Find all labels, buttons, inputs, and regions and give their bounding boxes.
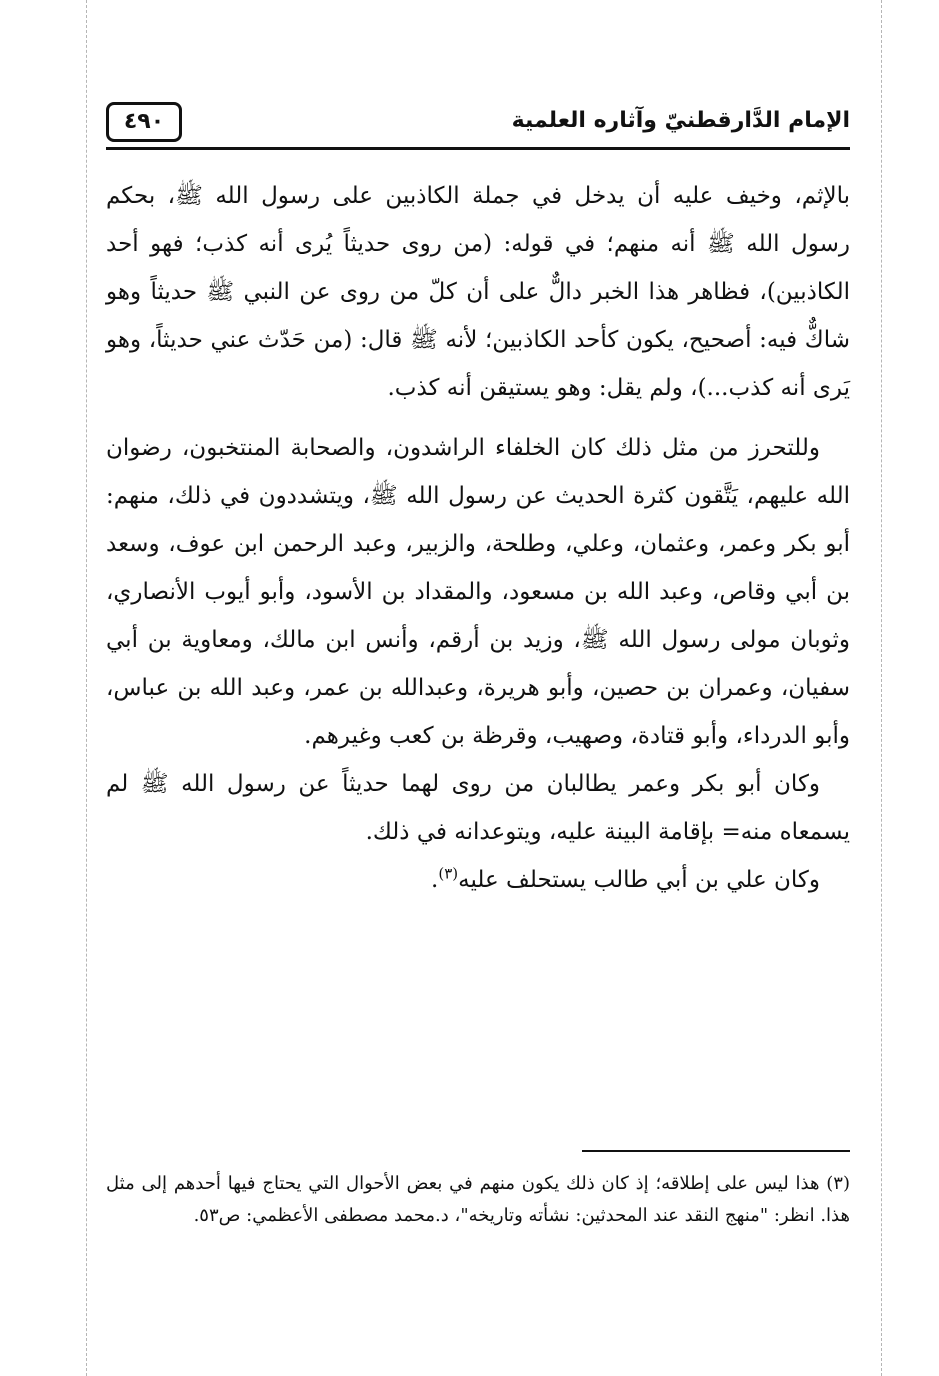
page-number-badge: ٤٩٠ xyxy=(106,102,182,142)
running-title: الإمام الدَّارقطنيّ وآثاره العلمية xyxy=(511,108,850,133)
crop-guide-left xyxy=(86,0,87,1376)
footnote-separator xyxy=(582,1150,850,1152)
paragraph-4-text: وكان علي بن أبي طالب يستحلف عليه xyxy=(458,867,820,893)
header-rule xyxy=(106,147,850,150)
paragraph-1: بالإثم، وخيف عليه أن يدخل في جملة الكاذبين على رسول الله ﷺ، بحكم رسول الله ﷺ أنه منهم؛ في قوله: (من روى حديثاً يُرى أنه كذب؛ فهو أحد الكاذبين)، فظاهر هذا الخبر دالٌّ على أن كلّ من روى عن النبي ﷺ حديثاً وهو شاكٌّ فيه: أصحيح، يكون كأحد الكاذبين؛ لأنه ﷺ قال: (من حَدّث عني حديثاً، وهو يَرى أنه كذب...)، ولم يقل: وهو يستيقن أنه كذب. xyxy=(106,183,850,401)
body-text xyxy=(106,172,850,904)
paragraph-4-end: . xyxy=(431,867,439,893)
paragraph-2: وللتحرز من مثل ذلك كان الخلفاء الراشدون، والصحابة المنتخبون، رضوان الله عليهم، يَتَّقون كثرة الحديث عن رسول الله ﷺ، ويتشددون في ذلك، منهم: أبو بكر وعمر، وعثمان، وعلي، وطلحة، والزبير، وعبد الرحمن ابن عوف، وسعد بن أبي وقاص، وعبد الله بن مسعود، والمقداد بن الأسود، وأبو أيوب الأنصاري، وثوبان مولى رسول الله ﷺ، وزيد بن أرقم، وأنس ابن مالك، ومعاوية بن أبي سفيان، وعمران بن حصين، وأبو هريرة، وعبدالله بن عمر، وعبد الله بن عباس، وأبو الدرداء، وأبو قتادة، وصهيب، وقرظة بن كعب وغيرهم. xyxy=(106,435,850,749)
crop-guide-right xyxy=(881,0,882,1376)
footnote: (٣) هذا ليس على إطلاقه؛ إذ كان ذلك يكون منهم في بعض الأحوال التي يحتاج فيها أحدهم إلى مثل هذا. انظر: "منهج النقد عند المحدثين: نشأته وتاريخه"، د.محمد مصطفى الأعظمي: ص٥٣. xyxy=(106,1173,850,1226)
footnote-reference: (٣) xyxy=(438,864,459,883)
paragraph-3: وكان أبو بكر وعمر يطالبان من روى لهما حديثاً عن رسول الله ﷺ لم يسمعاه منه= بإقامة البينة عليه، ويتوعدانه في ذلك. xyxy=(106,771,850,845)
page-header xyxy=(106,100,850,150)
paragraph-4 xyxy=(106,856,850,904)
